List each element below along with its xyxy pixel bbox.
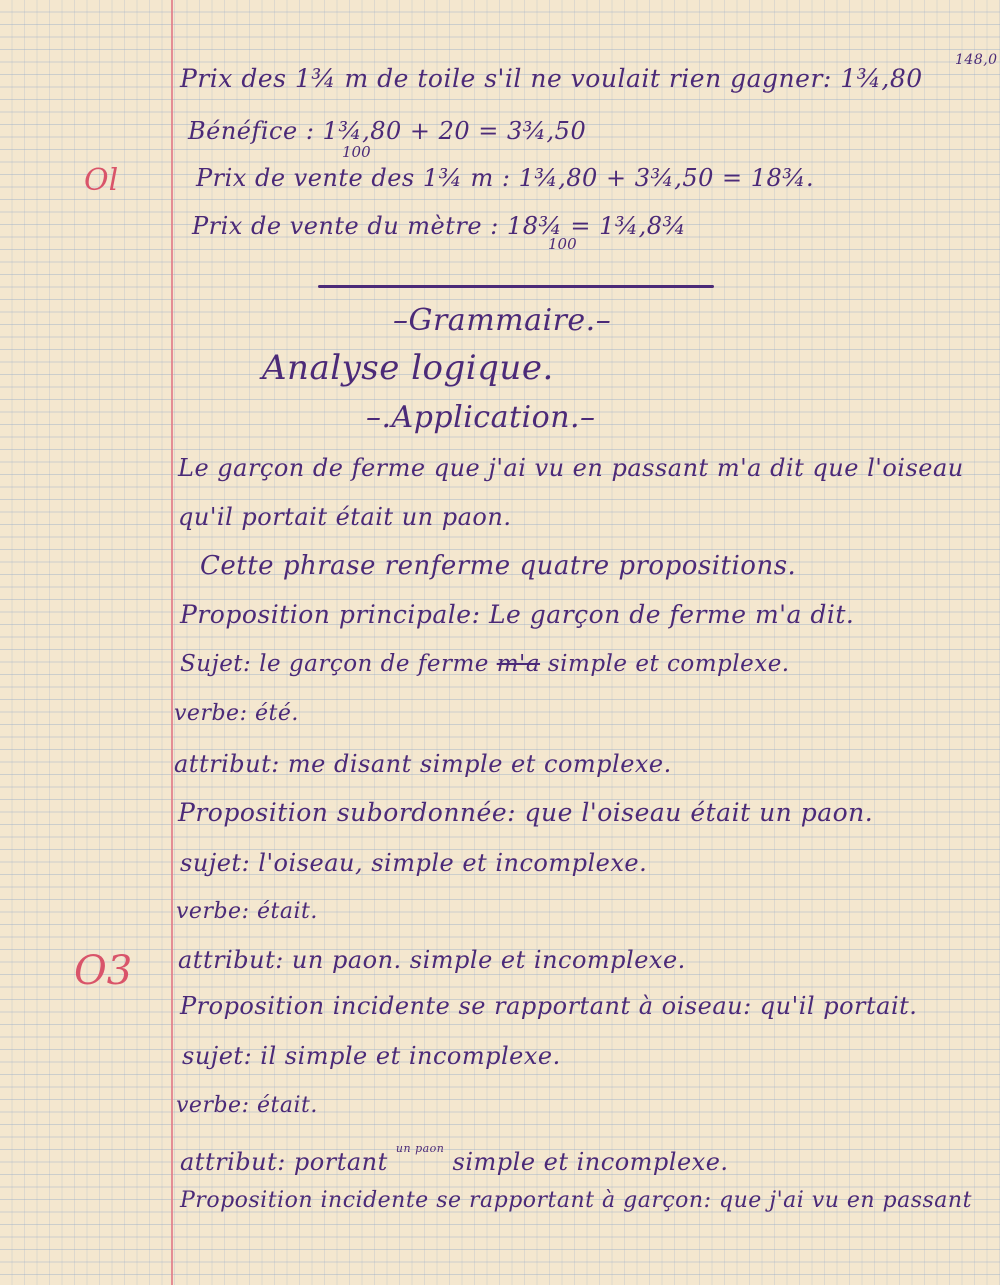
- body-line-12: Proposition incidente se rapportant à oiseau: qu'il portait.: [180, 992, 918, 1020]
- struck-word: m'a: [496, 651, 541, 677]
- arith-line-2-denominator: 100: [342, 143, 371, 161]
- body-line-2: qu'il portait était un paon.: [178, 503, 512, 531]
- subject-qualifier: simple et complexe.: [547, 651, 790, 677]
- heading-application: –.Application.–: [366, 400, 596, 435]
- margin-grade-mark: Ol: [84, 163, 119, 198]
- attribute-qualifier: simple et incomplexe.: [452, 1148, 729, 1176]
- arith-line-1: Prix des 1¾ m de toile s'il ne voulait rien gagner: 1¾,80: [180, 64, 923, 93]
- body-line-16: Proposition incidente se rapportant à garçon: que j'ai vu en passant: [180, 1188, 972, 1213]
- arith-line-2: Bénéfice : 1¾,80 + 20 = 3¾,50: [188, 117, 587, 145]
- body-line-1: Le garçon de ferme que j'ai vu en passant m'a dit que l'oiseau: [178, 454, 964, 482]
- attribute-text: attribut: portant: [180, 1148, 388, 1176]
- body-line-11: attribut: un paon. simple et incomplexe.: [178, 946, 686, 974]
- superscript-note: un paon: [395, 1142, 445, 1155]
- arith-line-3: Prix de vente des 1¾ m : 1¾,80 + 3¾,50 = 18¾.: [196, 164, 815, 192]
- body-line-7: attribut: me disant simple et complexe.: [174, 750, 672, 778]
- arith-margin-note: 148,0: [955, 52, 998, 68]
- subject-text: Sujet: le garçon de ferme: [180, 651, 489, 677]
- arith-line-4-denominator: 100: [548, 235, 577, 253]
- body-line-13: sujet: il simple et incomplexe.: [182, 1042, 561, 1070]
- body-line-15: [180, 1142, 729, 1176]
- heading-grammar: –Grammaire.–: [393, 303, 612, 338]
- body-line-3: Cette phrase renferme quatre propositions.: [200, 551, 797, 581]
- heading-analysis: Analyse logique.: [262, 348, 554, 388]
- body-line-4: Proposition principale: Le garçon de ferme m'a dit.: [180, 600, 855, 629]
- section-divider: [318, 285, 714, 288]
- grade-mark: O3: [74, 948, 133, 994]
- body-line-5: [180, 651, 790, 677]
- body-line-10: verbe: était.: [176, 899, 318, 924]
- body-line-8: Proposition subordonnée: que l'oiseau était un paon.: [178, 798, 874, 827]
- body-line-9: sujet: l'oiseau, simple et incomplexe.: [180, 849, 648, 877]
- arith-line-4: Prix de vente du mètre : 18¾ = 1¾,8¾: [192, 212, 687, 240]
- body-line-6: verbe: été.: [174, 701, 299, 726]
- margin-line: [171, 0, 173, 1285]
- body-line-14: verbe: était.: [176, 1093, 318, 1118]
